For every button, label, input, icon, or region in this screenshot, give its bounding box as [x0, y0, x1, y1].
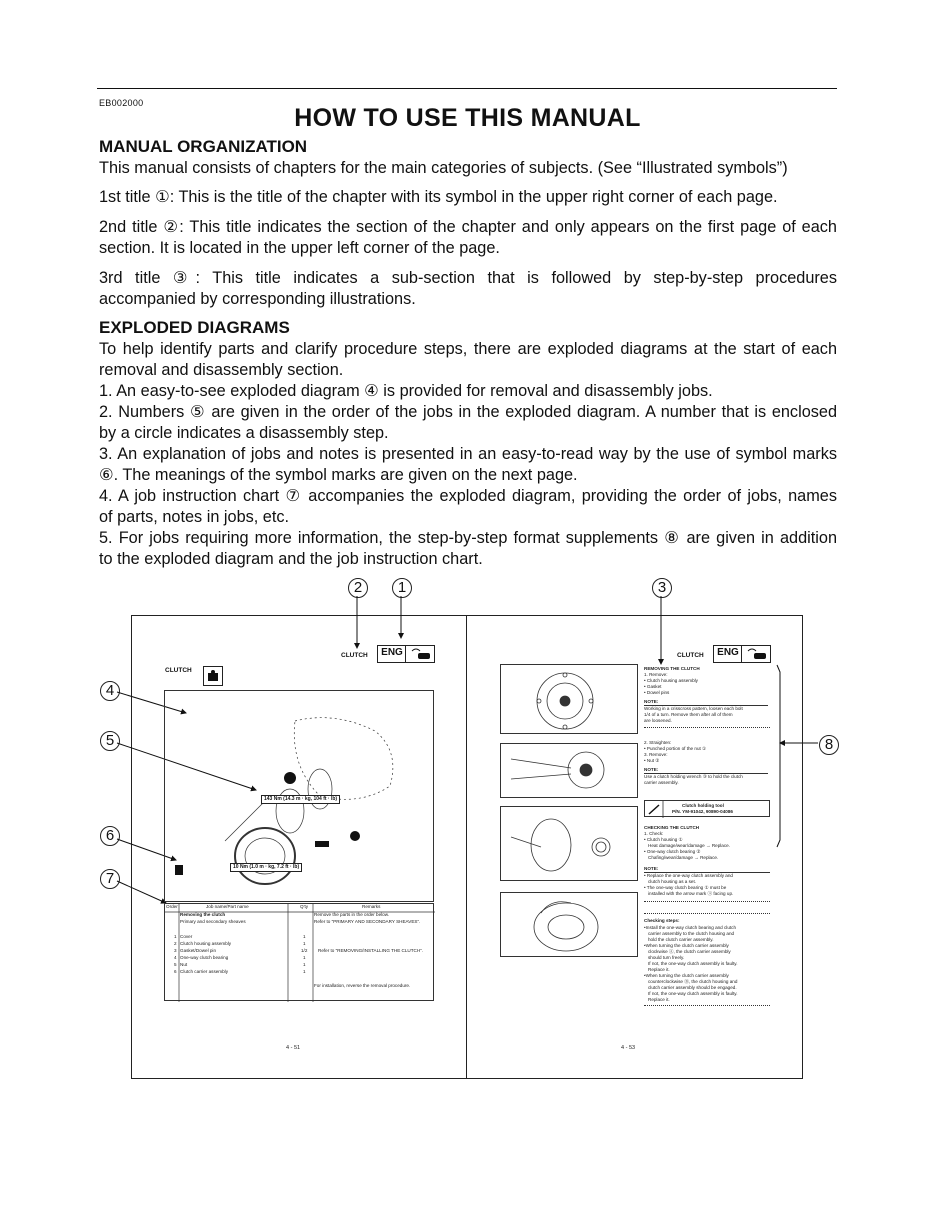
- note2-line: carrier assembly.: [644, 780, 679, 785]
- engine-icon: [741, 645, 771, 663]
- exploded-intro-line2: removal and disassembly section.: [99, 361, 344, 379]
- note1-label: NOTE:: [644, 699, 768, 706]
- organization-intro: This manual consists of chapters for the main categories of subjects. (See “Illustrated symbols”): [99, 159, 788, 177]
- heading-manual-organization: MANUAL ORGANIZATION: [99, 137, 308, 156]
- exploded-item1: 1. An easy-to-see exploded diagram ④ is provided for removal and disassembly jobs.: [99, 382, 713, 400]
- note3-line: clutch housing as a set.: [648, 879, 697, 884]
- step2-line: 3. Remove:: [644, 752, 668, 757]
- photo-one-way-clutch: [500, 806, 638, 881]
- note3-line: • Replace the one-way clutch assembly and: [644, 873, 733, 878]
- table-row-name: Cover: [180, 934, 193, 939]
- exploded-item2-line2: by a circle indicates a disassembly step.: [99, 424, 389, 442]
- table-row-qty: 1: [303, 969, 306, 974]
- table-row-order: 4: [174, 955, 177, 960]
- note1-line: Working in a crisscross pattern, loosen each bolt: [644, 706, 743, 711]
- engine-icon: [405, 645, 435, 663]
- first-title-text: 1st title ①: This is the title of the chapter with its symbol in the upper right corner of each page.: [99, 188, 778, 206]
- table-row-order: 5: [174, 962, 177, 967]
- torque-spec-2: 10 Nm (1.0 m · kg, 7.2 ft · lb): [230, 863, 302, 872]
- photo-clutch-housing: [500, 664, 638, 734]
- callout-8: 8: [819, 735, 839, 755]
- note2-label: NOTE:: [644, 767, 768, 774]
- table-row-order: 1: [174, 934, 177, 939]
- step-line: •Install the one-way clutch bearing and clutch: [644, 925, 737, 930]
- right-header-chapter: ENG: [713, 645, 743, 663]
- exploded-intro-line1: To help identify parts and clarify procedure steps, there are exploded diagrams at the start of each: [99, 340, 837, 358]
- checking-line: • One-way clutch bearing ②: [644, 849, 701, 854]
- removing-line: • Clutch housing assembly: [644, 678, 698, 683]
- photo-nut-removal: [500, 743, 638, 798]
- steps-end-separator: [644, 1005, 770, 1006]
- table-row-order: 6: [174, 969, 177, 974]
- table-row-remarks: Refer to “REMOVING/INSTALLING THE CLUTCH”.: [318, 948, 423, 953]
- step2-line: • Nut ②: [644, 758, 660, 763]
- note-separator: [644, 901, 770, 902]
- table-row-qty: 1: [303, 934, 306, 939]
- right-page-number: 4 - 53: [621, 1045, 636, 1051]
- step-line: •When turning the clutch carrier assembly: [644, 973, 729, 978]
- table-header-remarks: Remarks: [362, 904, 381, 909]
- tool-name: Clutch holding tool: [682, 803, 724, 808]
- table-row-remarks: Remove the parts in the order below.: [314, 912, 390, 917]
- callout-5: 5: [100, 731, 120, 751]
- table-row-qty: 1: [303, 962, 306, 967]
- callout-7: 7: [100, 869, 120, 889]
- tool-part-number: P/N. YM-91042, 90890-04086: [672, 809, 733, 814]
- third-title-line1: 3rd title ③: This title indicates a sub-section that is followed by step-by-step procedures: [99, 269, 837, 287]
- table-row-qty: 1/2: [301, 948, 308, 953]
- note3-line: installed with the arrow mark ⓐ facing up.: [648, 891, 734, 896]
- table-row-name: One-way clutch bearing: [180, 955, 229, 960]
- right-header-section: CLUTCH: [677, 652, 704, 659]
- exploded-item3-line2: ⑥. The meanings of the symbol marks are given on the next page.: [99, 466, 578, 484]
- exploded-item4-line1: 4. A job instruction chart ⑦ accompanies the exploded diagram, providing the order of jobs, names: [99, 487, 837, 505]
- step-line: clockwise Ⓐ, the clutch carrier assembly: [648, 949, 731, 954]
- exploded-item5-line1: 5. For jobs requiring more information, the step-by-step format supplements ⑧ are given in addition: [99, 529, 837, 547]
- checking-line: Heat damage/wear/damage → Replace.: [648, 843, 730, 848]
- table-row-order: 2: [174, 941, 177, 946]
- callout-6: 6: [100, 826, 120, 846]
- note-separator: [644, 727, 770, 728]
- step-line: hold the clutch carrier assembly.: [648, 937, 714, 942]
- left-header-section: CLUTCH: [341, 652, 368, 659]
- table-row-name: Nut: [180, 962, 188, 967]
- step-line: If not, the one-way clutch assembly is faulty.: [648, 991, 738, 996]
- table-row-qty: 1: [303, 955, 306, 960]
- exploded-item3-line1: 3. An explanation of jobs and notes is presented in an easy-to-read way by the use of symbol marks: [99, 445, 837, 463]
- note2-line: Use a clutch holding wrench ③ to hold the clutch: [644, 774, 743, 779]
- removing-title: REMOVING THE CLUTCH: [644, 666, 700, 671]
- photo-checking-steps: [500, 892, 638, 957]
- second-title-line1: 2nd title ②: This title indicates the section of the chapter and only appears on the first page of each: [99, 218, 837, 236]
- exploded-item5-line2: to the exploded diagram and the job instruction chart.: [99, 550, 483, 568]
- checking-line: Chafing/wear/damage → Replace.: [648, 855, 719, 860]
- step-line: Replace it.: [648, 997, 670, 1002]
- table-header-order: Order: [166, 904, 178, 909]
- exploded-item2-line1: 2. Numbers ⑤ are given in the order of the jobs in the exploded diagram. A number that is enclosed: [99, 403, 837, 421]
- checking-steps-label: Checking steps:: [644, 918, 680, 923]
- checking-line: • Clutch housing ①: [644, 837, 683, 842]
- step-line: counterclockwise Ⓑ, the clutch housing and: [648, 979, 738, 984]
- removing-line: 1. Remove:: [644, 672, 668, 677]
- table-row-name: Clutch housing assembly: [180, 941, 232, 946]
- table-row-qty: 1: [303, 941, 306, 946]
- note1-line: 1/4 of a turn. Remove them after all of them: [644, 712, 733, 717]
- second-title-line2: section. It is located in the upper left corner of the page.: [99, 239, 500, 257]
- step2-line: • Punched portion of the nut ①: [644, 746, 707, 751]
- callout-3: 3: [652, 578, 672, 598]
- left-header-chapter: ENG: [377, 645, 407, 663]
- doc-code: EB002000: [99, 98, 144, 108]
- table-header-name: Job name/Part name: [206, 904, 249, 909]
- step-line: carrier assembly to the clutch housing and: [648, 931, 735, 936]
- steps-separator: [644, 913, 770, 914]
- table-row-remarks: For installation, reverse the removal procedure.: [314, 983, 411, 988]
- step-line: If not, the one-way clutch assembly is faulty.: [648, 961, 738, 966]
- checking-title: CHECKING THE CLUTCH: [644, 825, 700, 830]
- exploded-item4-line2: of parts, notes in jobs, etc.: [99, 508, 290, 526]
- checking-line: 1. Check:: [644, 831, 664, 836]
- page-title: HOW TO USE THIS MANUAL: [294, 104, 641, 132]
- removing-line: • Dowel pins: [644, 690, 670, 695]
- removing-line: • Gasket: [644, 684, 662, 689]
- callout-1: 1: [392, 578, 412, 598]
- table-row-name: Gasket/Dowel pin: [180, 948, 217, 953]
- callout-4: 4: [100, 681, 120, 701]
- step-line: •When turning the clutch carrier assembly: [644, 943, 729, 948]
- note3-label: NOTE:: [644, 866, 770, 873]
- clutch-section-icon: [203, 666, 223, 686]
- table-row-name: Removing the clutch: [180, 912, 226, 917]
- callout-2: 2: [348, 578, 368, 598]
- table-row-name: Primary and secondary sheaves: [180, 919, 246, 924]
- table-header-qty: Q'ty: [300, 904, 309, 909]
- step-line: Replace it.: [648, 967, 670, 972]
- left-page-number: 4 - 51: [286, 1045, 301, 1051]
- step2-line: 2. Straighten:: [644, 740, 672, 745]
- step-line: clutch carrier assembly should be engaged.: [648, 985, 737, 990]
- note1-line: are loosened.: [644, 718, 672, 723]
- note3-line: • The one-way clutch bearing ① must be: [644, 885, 727, 890]
- step-line: should turn freely.: [648, 955, 685, 960]
- table-row-order: 3: [174, 948, 177, 953]
- left-section-title: CLUTCH: [165, 667, 192, 674]
- torque-spec-1: 143 Nm (14.3 m · kg, 104 ft · lb): [261, 795, 340, 804]
- third-title-line2: accompanied by corresponding illustrations.: [99, 290, 416, 308]
- table-row-remarks: Refer to “PRIMARY AND SECONDARY SHEAVES”.: [314, 919, 421, 924]
- heading-exploded-diagrams: EXPLODED DIAGRAMS: [99, 318, 290, 337]
- table-row-name: Clutch carrier assembly: [180, 969, 228, 974]
